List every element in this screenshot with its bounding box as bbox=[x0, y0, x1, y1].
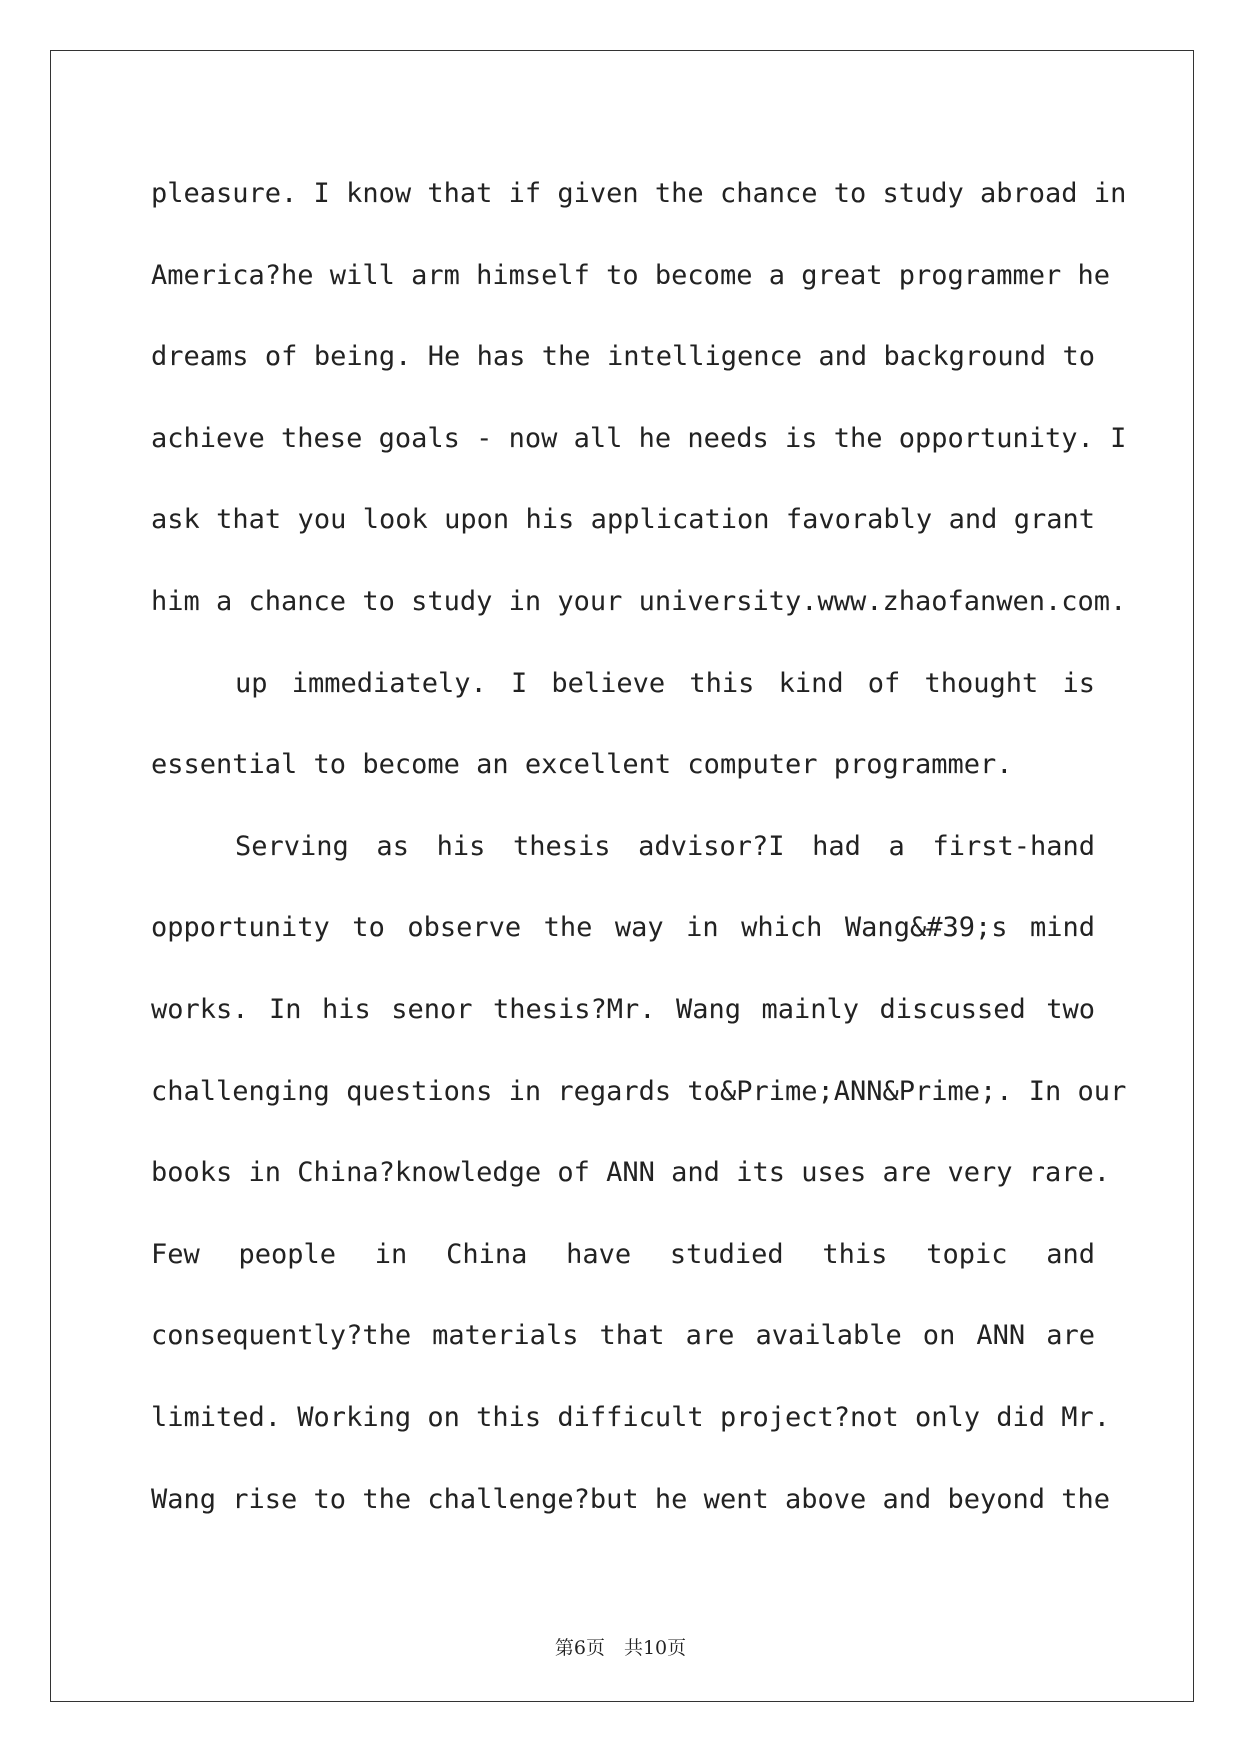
page-number-footer: 第6页 共10页 bbox=[554, 1637, 687, 1659]
text-line: books in China?knowledge of ANN and its uses are very rare. bbox=[151, 1157, 1111, 1189]
text-line: challenging questions in regards to&Prime;ANN&Prime;. In our bbox=[151, 1075, 1127, 1107]
text-line: consequently?the materials that are available on ANN are bbox=[151, 1320, 1095, 1352]
text-line: opportunity to observe the way in which Wang&#39;s mind bbox=[151, 912, 1095, 944]
text-line: limited. Working on this difficult project?not only did Mr. bbox=[151, 1401, 1111, 1433]
text-line: Few people in China have studied this topic and bbox=[151, 1238, 1095, 1270]
text-line: works. In his senor thesis?Mr. Wang mainly discussed two bbox=[151, 993, 1095, 1025]
paragraph-2 bbox=[151, 643, 1095, 806]
text-line: up immediately. I believe this kind of thought is bbox=[235, 667, 1095, 699]
text-line: Serving as his thesis advisor?I had a first-hand bbox=[235, 830, 1095, 862]
text-line: dreams of being. He has the intelligence and background to bbox=[151, 341, 1095, 373]
text-line: Wang rise to the challenge?but he went above and beyond the bbox=[151, 1483, 1111, 1515]
text-line: essential to become an excellent computer programmer. bbox=[151, 749, 1013, 781]
text-line: him a chance to study in your university.www.zhaofanwen.com. bbox=[151, 585, 1127, 617]
document-body bbox=[151, 153, 1127, 1540]
text-line: achieve these goals - now all he needs is the opportunity. I bbox=[151, 422, 1127, 454]
text-line: pleasure. I know that if given the chance to study abroad in bbox=[151, 178, 1127, 209]
paragraph-1 bbox=[151, 153, 1127, 643]
text-line: ask that you look upon his application favorably and grant bbox=[151, 504, 1095, 536]
text-line: America?he will arm himself to become a great programmer he bbox=[151, 259, 1111, 291]
paragraph-3 bbox=[151, 806, 1127, 1540]
